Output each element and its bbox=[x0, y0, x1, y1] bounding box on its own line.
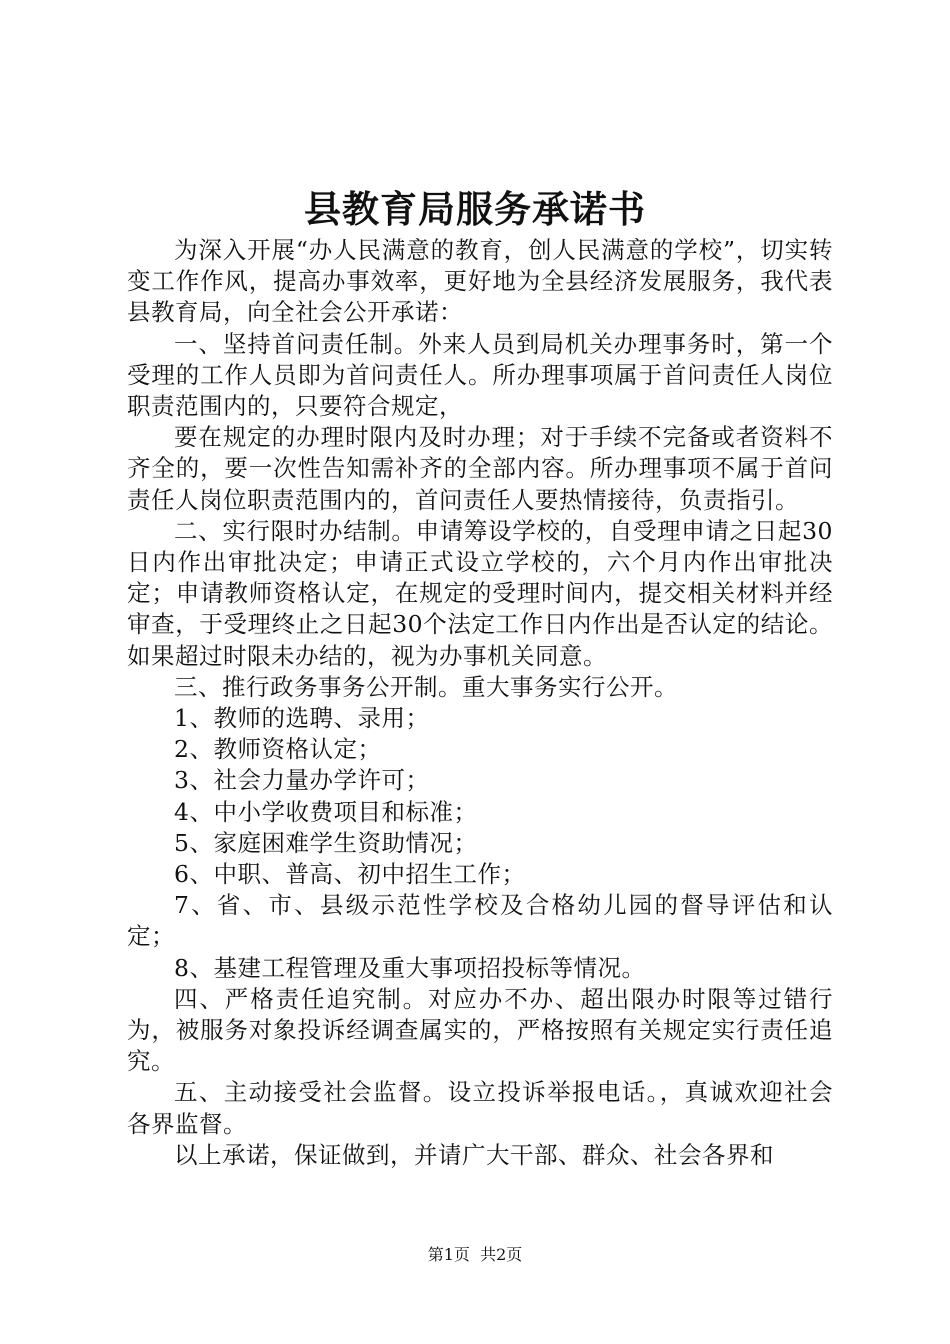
paragraph-closing: 以上承诺，保证做到，并请广大干部、群众、社会各界和 bbox=[174, 1140, 774, 1169]
paragraph-item-1: 一、坚持首问责任制。外来人员到局机关办理事务时，第一个受理的工作人员即为首问责任人。所办理事项属于首问责任人岗位职责范围内的，只要符合规定， bbox=[127, 329, 833, 421]
paragraph-item-1-continued: 要在规定的办理时限内及时办理；对于手续不完备或者资料不齐全的，要一次性告知需补齐的全部内容。所办理事项不属于首问责任人岗位职责范围内的，首问责任人要热情接待，负责指引。 bbox=[127, 423, 833, 514]
list-item: 4、中小学收费项目和标准； bbox=[174, 797, 478, 826]
paragraph-item-3: 三、推行政务事务公开制。重大事务实行公开。 bbox=[174, 672, 678, 701]
paragraph-intro: 为深入开展“办人民满意的教育，创人民满意的学校”，切实转变工作作风，提高办事效率，更好地为全县经济发展服务，我代表县教育局，向全社会公开承诺： bbox=[127, 236, 833, 327]
list-item: 8、基建工程管理及重大事项招投标等情况。 bbox=[174, 953, 646, 982]
page-footer bbox=[0, 1245, 950, 1265]
list-item: 2、教师资格认定； bbox=[174, 735, 382, 764]
page-total: 共2页 bbox=[480, 1245, 523, 1264]
list-item: 6、中职、普高、初中招生工作； bbox=[174, 860, 526, 889]
paragraph-item-2: 二、实行限时办结制。申请筹设学校的，自受理申请之日起30日内作出审批决定；申请正式设立学校的，六个月内作出审批决定；申请教师资格认定，在规定的受理时间内，提交相关材料并经审查，于受理终止之日起30个法定工作日内作出是否认定的结论。如果超过时限未办结的，视为办事机关同意。 bbox=[127, 516, 833, 670]
list-item: 1、教师的选聘、录用； bbox=[174, 704, 430, 733]
list-item: 3、社会力量办学许可； bbox=[174, 766, 430, 795]
paragraph-item-5: 五、主动接受社会监督。设立投诉举报电话。，真诚欢迎社会各界监督。 bbox=[127, 1078, 833, 1138]
document-title: 县教育局服务承诺书 bbox=[304, 187, 646, 231]
document-body bbox=[127, 235, 833, 1171]
list-item: 5、家庭困难学生资助情况； bbox=[174, 828, 478, 857]
list-item: 7、省、市、县级示范性学校及合格幼儿园的督导评估和认定； bbox=[127, 891, 833, 951]
page-number: 第1页 bbox=[427, 1245, 470, 1264]
paragraph-item-4: 四、严格责任追究制。对应办不办、超出限办时限等过错行为，被服务对象投诉经调查属实的，严格按照有关规定实行责任追究。 bbox=[127, 984, 833, 1076]
